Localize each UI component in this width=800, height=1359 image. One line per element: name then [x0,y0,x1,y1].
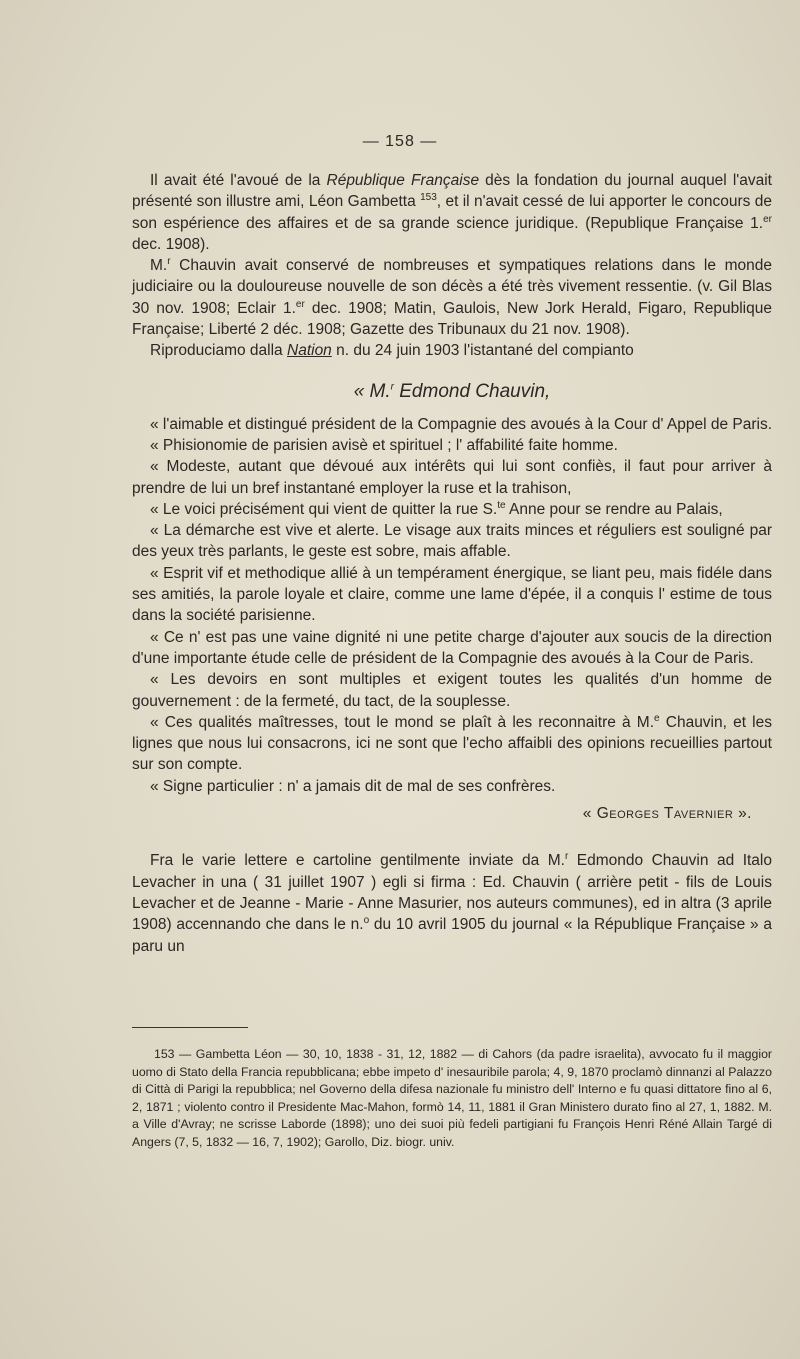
paragraph-avoue [132,170,772,255]
quote-line: « Signe particulier : n' a jamais dit de mal de ses confrères. [150,777,556,795]
text-run: « M. [353,380,391,402]
text-run: Chauvin, et les lignes que nous lui consacrons, ici ne sont que l'echo affaibli des opinions recueillies partout sur son compte. [132,713,773,774]
text-run: n. du 24 juin 1903 l'istantané del compianto [331,342,634,360]
footnote-ref: 153 [420,192,437,204]
superscript: e [654,712,660,724]
footnote [132,1046,772,1152]
superscript: er [295,298,305,310]
text-run: M. [150,257,168,275]
page-number: — 158 — [362,133,438,150]
superscript: te [497,499,506,511]
paragraph-riproduciamo [132,340,772,361]
quote-line: « Phisionomie de parisien avisè et spirituel ; l' affabilité faite homme. [150,436,618,454]
footnote-text: 153 — Gambetta Léon — 30, 10, 1838 - 31, 12, 1882 — di Cahors (da padre israelita), avvocato fu il maggior uomo di Stato della Francia repubblicana; ebbe impeto d' inesauribile parola; 4, 9, 1870 proclamò dinnanzi al Palazzo di Città di Parigi la repubblica; nel Governo della difesa nazionale fu ministro dell' Interno e fu quasi dittatore fino al 6, 2, 1871 ; violento contro il Presidente Mac-Mahon, formò 14, 11, 1881 il Gran Ministero durato fino al 27, 1, 1882. M. a Ville d'Avray; ne scrisse Laborde (1898); uno dei suoi più fedeli partigiani fu François Henri Réné Allain Targé di Angers (7, 5, 1832 — 16, 7, 1902); Garollo, Diz. biogr. univ. [132,1047,772,1149]
text-run: Riproduciamo dalla [150,342,287,360]
quote-line: « l'aimable et distingué président de la Compagnie des avoués à la Cour d' Appel de Paris. [150,415,772,433]
text-run: dès la fondation du journal auquel l'avait présenté son illustre ami, Léon Gambetta [132,172,772,211]
text-run: dec. 1908). [132,235,210,253]
quote-line: « Ce n' est pas une vaine dignité ni une petite charge d'ajouter aux soucis de la direction d'une importante étude celle de président de la Compagnie des avoués à la Cour de Paris. [132,628,772,667]
superscript: r [167,256,171,268]
text-run: Edmondo Chauvin ad Italo Levacher in una ( 31 juillet 1907 ) egli si firma : Ed. Chauvin ( arrière petit - fils de Louis Levacher et de Jeanne - Marie - Anne Masurier, nos auteurs communes), ed in altra (3 aprile 1908) accennando che dans le n. [132,852,772,934]
quote-title [132,380,772,404]
text-run: Fra le varie lettere e cartoline gentilmente inviate da M. [150,852,565,870]
quote-signature: « Georges Tavernier ». [582,805,752,823]
quote-line: « Esprit vif et methodique allié à un tempérament énergique, se liant peu, mais fidéle dans ses amitiés, la parole loyale et claire, comme une lame d'épée, il a conquis l' estime de tous dans la société parisienne. [132,564,772,625]
text-run: dec. 1908; Matin, Gaulois, New Jork Herald, Figaro, Republique Française; Liberté 2 déc. 1908; Gazette des Tribunaux du 21 nov. 1908). [132,299,772,339]
text-run: Anne pour se rendre au Palais, [505,500,723,518]
quote-line [132,712,772,776]
superscript: o [363,915,370,927]
footnote-divider [132,1027,248,1028]
superscript: r [564,851,569,863]
text-run: Chauvin avait conservé de nombreuses et sympatiques relations dans le monde judiciaire ou la douloureuse nouvelle de son décès a été très vivement ressentie. (v. Gil Blas 30 nov. 1908; Eclair 1. [132,257,772,317]
superscript: r [390,381,394,393]
quote-line: « La démarche est vive et alerte. Le visage aux traits minces et réguliers est souligné par des yeux très parlants, le geste est sobre, mais affable. [132,522,772,561]
journal-title: Nation [287,342,332,360]
text-run: , et il n'avait cessé de lui apporter le concours de son espérience des affaires et de sa grande science juridique. (Republique Française 1. [132,193,772,232]
text-run: Edmond Chauvin, [393,380,551,402]
paragraph-lettere [132,850,772,956]
text-run: Il avait été l'avoué de la [150,172,327,189]
quote-line: « Les devoirs en sont multiples et exigent toutes les qualités d'un homme de gouvernement : de la fermeté, du tact, de la souplesse. [132,671,772,710]
main-text [132,170,772,957]
quote-line: « Modeste, autant que dévoué aux intérêts qui lui sont confiès, il faut pour arriver à prendre de lui un bref instantané employer la ruse et la trahison, [132,458,772,497]
text-run: « Le voici précisément qui vient de quitter la rue S. [150,500,498,518]
text-run: du 10 avril 1905 du journal « la République Française » a paru un [132,916,772,955]
journal-title: République Française [326,172,480,189]
paragraph-relations [132,255,772,340]
text-run: « Ces qualités maîtresses, tout le mond se plaît à les reconnaitre à M. [150,713,655,731]
superscript: er [763,213,772,225]
quote-line [132,499,772,520]
